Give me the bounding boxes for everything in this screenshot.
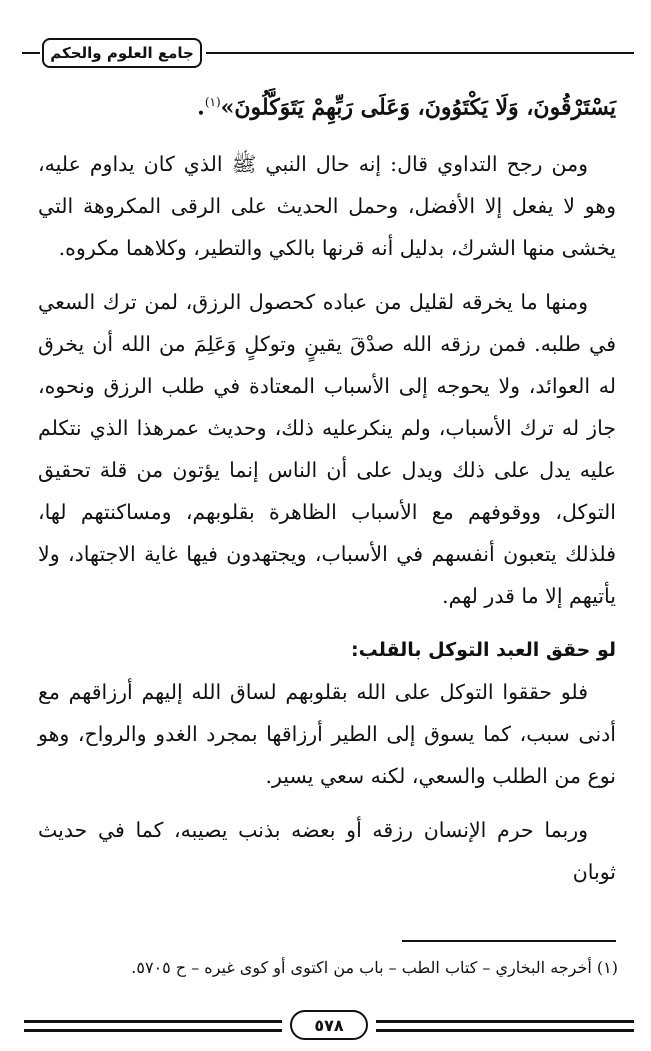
header-rule-left [22,52,40,54]
page-footer [24,1010,634,1044]
book-title: جامع العلوم والحكم [50,44,194,62]
header-rule-right [206,52,634,54]
footnote: (١) أخرجه البخاري – كتاب الطب – باب من اكتوى أو كوى غيره – ح ٥٧٠٥. [131,958,618,977]
hadith-quote-text: يَسْتَرْقُونَ، وَلَا يَكْتَوُونَ، وَعَلَى رَبِّهِمْ يَتَوَكَّلُونَ» [220,94,616,121]
footnote-separator [402,940,616,942]
running-header [22,36,634,72]
page-number-badge [290,1010,368,1040]
paragraph: ومن رجح التداوي قال: إنه حال النبي ﷺ الذي كان يداوم عليه، وهو لا يفعل إلا الأفضل، وحمل الحديث على الرقى المكروهة التي يخشى منها الشرك، بدليل أنه قرنها بالكي والتطير، وكلاهما مكروه. [38,152,616,261]
book-title-box [42,38,202,68]
hadith-quote-line [38,80,616,129]
paragraph: فلو حققوا التوكل على الله بقلوبهم لساق الله إليهم أرزاقهم مع أدنى سبب، كما يسوق إلى الطير أرزاقها بمجرد الغدو والرواح، وهو نوع من الطلب والسعي، لكنه سعي يسير. [38,680,616,789]
footnote-marker: (١) [204,95,221,109]
paragraph: ومنها ما يخرقه لقليل من عباده كحصول الرزق، لمن ترك السعي في طلبه. فمن رزقه الله صدْقَ يقينٍ وتوكلٍ وَعَلِمَ من الله أن يخرق له العوائد، ولا يحوجه إلى الأسباب المعتادة في طلب الرزق ونحوه، جاز له ترك الأسباب، ولم ينكرعليه ذلك، وحديث عمرهذا الذي نتكلم عليه يدل على ذلك ويدل على أن الناس إنما يؤتون من قلة تحقيق التوكل، ووقوفهم مع الأسباب الظاهرة بقلوبهم، ومساكنتهم لها، فلذلك يتعبون أنفسهم في الأسباب، ويجتهدون فيها غاية الاجتهاد، ولا يأتيهم إلا ما قدر لهم. [38,290,616,609]
main-text [38,80,616,905]
page-number: ٥٧٨ [314,1015,344,1035]
section-heading: لو حقق العبد التوكل بالقلب: [351,639,616,662]
footer-rule-left [24,1020,282,1032]
hadith-quote-end: . [197,94,205,121]
footer-rule-right [376,1020,634,1032]
paragraph: وربما حرم الإنسان رزقه أو بعضه بذنب يصيبه، كما في حديث ثوبان [38,818,616,885]
